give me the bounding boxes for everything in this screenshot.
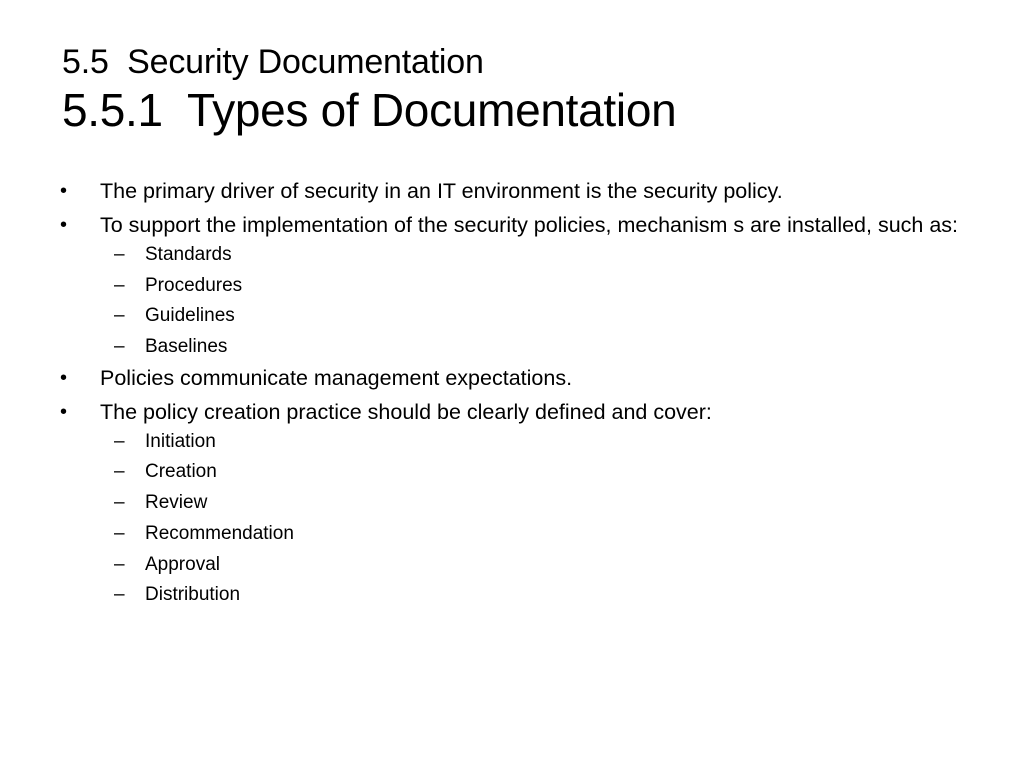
sub-dash: – xyxy=(114,336,125,358)
sub-text: Review xyxy=(145,492,208,514)
sub-dash: – xyxy=(114,553,125,575)
section-title: 5.5 Security Documentation xyxy=(62,43,484,81)
sub-text: Procedures xyxy=(145,274,243,296)
bullet-text: The policy creation practice should be clearly defined and cover: xyxy=(100,399,712,424)
sub-dash: – xyxy=(114,244,125,265)
sub-text: Distribution xyxy=(145,584,241,606)
sub-text: Guidelines xyxy=(145,305,235,327)
sub-dash: – xyxy=(114,430,125,452)
bullet-mark: • xyxy=(60,366,68,389)
sub-list xyxy=(60,431,960,606)
sub-item xyxy=(60,305,960,327)
bullet-mark: • xyxy=(60,214,68,236)
bullet-text: The primary driver of security in an IT environment is the security policy. xyxy=(100,179,783,203)
sub-item xyxy=(60,584,960,606)
sub-dash: – xyxy=(114,492,125,514)
sub-text: Standards xyxy=(145,244,232,265)
sub-text: Baselines xyxy=(145,336,228,358)
bullet-item xyxy=(60,214,960,237)
bullet-text: To support the implementation of the security policies, mechanism s are installed, such as: xyxy=(100,213,959,237)
sub-text: Initiation xyxy=(145,430,216,452)
sub-item xyxy=(60,492,960,514)
sub-item xyxy=(60,523,960,545)
sub-text: Creation xyxy=(145,461,217,483)
sub-item xyxy=(60,275,960,297)
sub-dash: – xyxy=(114,584,125,606)
bullet-mark: • xyxy=(60,180,68,202)
sub-item xyxy=(60,554,960,576)
sub-text: Approval xyxy=(145,553,220,575)
sub-item xyxy=(60,431,960,453)
sub-list xyxy=(60,244,960,358)
sub-item xyxy=(60,336,960,358)
sub-item xyxy=(60,244,960,266)
bullet-text: Policies communicate management expectations. xyxy=(100,365,573,390)
subsection-title: 5.5.1 Types of Documentation xyxy=(62,84,677,136)
bullet-item xyxy=(60,401,960,424)
title-block xyxy=(62,40,982,136)
bullet-item xyxy=(60,367,960,390)
sub-dash: – xyxy=(114,305,125,327)
sub-dash: – xyxy=(114,461,125,483)
bullet-item xyxy=(60,180,960,203)
bullet-mark: • xyxy=(60,400,68,423)
sub-text: Recommendation xyxy=(145,522,294,544)
sub-dash: – xyxy=(114,274,125,296)
sub-item xyxy=(60,461,960,483)
sub-dash: – xyxy=(114,522,125,544)
bullet-list xyxy=(60,180,960,615)
